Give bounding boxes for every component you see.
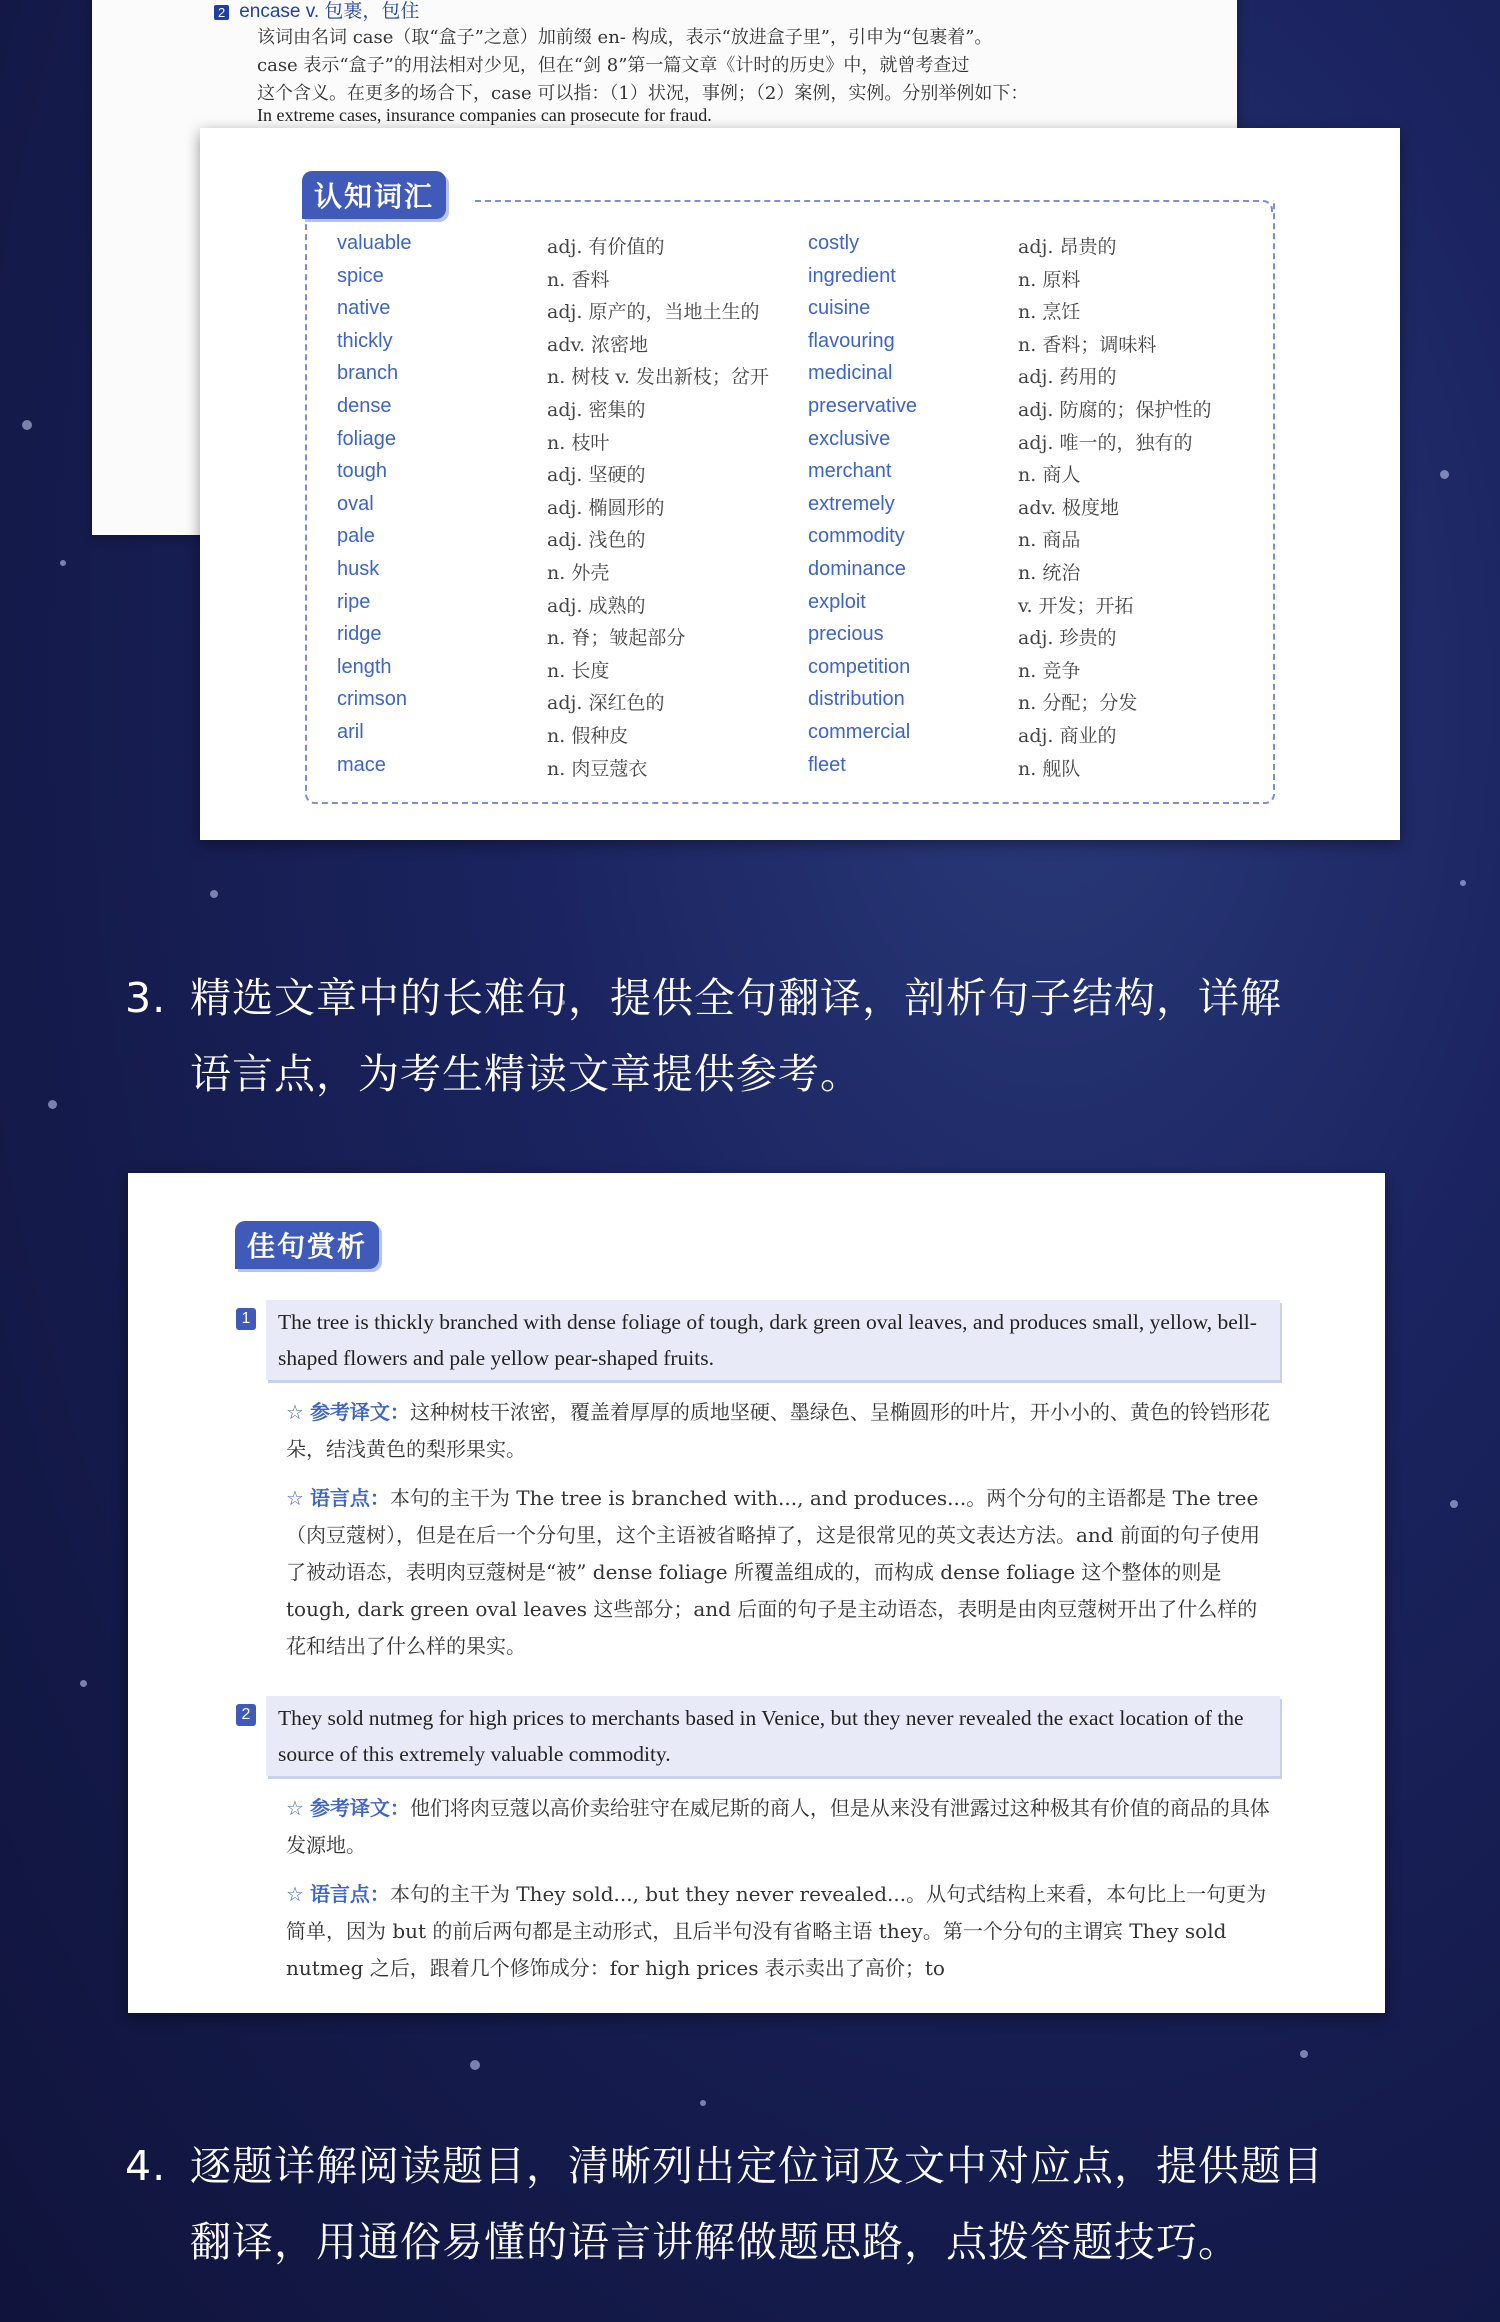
vocabulary-word: dense — [337, 395, 392, 417]
vocabulary-word: oval — [337, 492, 374, 515]
vocabulary-word: precious — [808, 623, 884, 646]
page-line: 该词由名词 case（取“盒子”之意）加前缀 en- 构成，表示“放进盒子里”，引申为“包裹着”。 — [257, 27, 993, 48]
vocabulary-definition: n. 香料；调味料 — [1018, 333, 1157, 356]
vocabulary-word: extremely — [808, 492, 895, 515]
background-star — [1300, 2050, 1308, 2058]
sentence-number-badge: 2 — [236, 1704, 256, 1726]
vocabulary-definition: n. 长度 — [547, 659, 610, 682]
vocabulary-definition: adj. 深红色的 — [547, 692, 665, 715]
vocabulary-word: ingredient — [808, 264, 896, 287]
vocabulary-word: exclusive — [808, 427, 891, 450]
headword-number: 2 — [214, 5, 229, 20]
star-icon: ☆ — [286, 1796, 304, 1820]
translation-note — [286, 1790, 1271, 1864]
vocabulary-definition: adj. 唯一的，独有的 — [1018, 431, 1193, 454]
vocabulary-definition: n. 统治 — [1018, 562, 1081, 584]
vocabulary-definition: n. 脊；皱起部分 — [547, 627, 686, 650]
vocabulary-word: preservative — [808, 395, 917, 417]
background-star — [1460, 880, 1466, 886]
vocabulary-word: foliage — [337, 427, 396, 450]
vocabulary-definition: v. 开发；开拓 — [1018, 594, 1134, 617]
background-star — [22, 420, 32, 430]
vocabulary-definition: n. 分配；分发 — [1018, 692, 1138, 715]
vocabulary-word: ripe — [337, 590, 371, 613]
vocabulary-definition: n. 商人 — [1018, 464, 1081, 487]
vocabulary-word: costly — [808, 232, 860, 254]
vocabulary-word: pale — [337, 525, 375, 548]
vocabulary-title: 认知词汇 — [302, 171, 446, 219]
sentence-analysis-card — [128, 1173, 1385, 2013]
background-star — [48, 1100, 57, 1109]
background-star — [80, 1680, 87, 1687]
vocabulary-word: husk — [337, 558, 380, 580]
vocabulary-word: spice — [337, 264, 384, 287]
list-item-line: 语言点，为考生精读文章提供参考。 — [190, 1050, 862, 1098]
vocabulary-definition: adj. 昂贵的 — [1018, 236, 1117, 258]
vocabulary-word: medicinal — [808, 362, 893, 385]
vocabulary-definition: adj. 坚硬的 — [547, 464, 646, 487]
translation-text: 这种树枝干浓密，覆盖着厚厚的质地坚硬、墨绿色、呈椭圆形的叶片，开小小的、黄色的铃铛形花朵，结浅黄色的梨形果实。 — [286, 1400, 1270, 1461]
vocabulary-definition: adj. 浅色的 — [547, 529, 646, 552]
vocabulary-definition: adj. 原产的，当地土生的 — [547, 301, 760, 324]
vocabulary-definition: n. 商品 — [1018, 529, 1081, 552]
list-item-number: 3. — [125, 974, 167, 1022]
translation-label: 参考译文： — [309, 1796, 410, 1820]
list-item-line: 精选文章中的长难句，提供全句翻译，剖析句子结构，详解 — [190, 974, 1282, 1022]
list-item-number: 4. — [125, 2142, 167, 2190]
vocabulary-word: competition — [808, 655, 911, 678]
vocabulary-word: cuisine — [808, 297, 871, 320]
vocabulary-definition: n. 香料 — [547, 268, 610, 291]
language-point-text: 本句的主干为 They sold..., but they never revealed...。从句式结构上来看，本句比上一句更为简单，因为 but 的前后两句都是主动形式，且后半句没有省略主语 they。第一个分句的主谓宾 They sold nutmeg 之后，跟着几个修饰成分：for high prices 表示卖出了高价；to — [286, 1882, 1267, 1980]
star-icon: ☆ — [286, 1486, 304, 1510]
vocabulary-definition: n. 竞争 — [1018, 659, 1081, 682]
list-item-text — [190, 960, 1490, 1112]
language-point-label: 语言点： — [309, 1882, 390, 1906]
vocabulary-definition: n. 外壳 — [547, 562, 610, 584]
vocabulary-word: merchant — [808, 460, 892, 483]
star-icon: ☆ — [286, 1400, 304, 1424]
sentence-english: They sold nutmeg for high prices to merchants based in Venice, but they never revealed the exact location of the source of this extremely valuable commodity. — [266, 1696, 1280, 1776]
vocabulary-word: commodity — [808, 525, 905, 548]
vocabulary-definition: n. 树枝 v. 发出新枝；岔开 — [547, 366, 769, 389]
vocabulary-word: crimson — [337, 688, 408, 711]
translation-note — [286, 1394, 1271, 1468]
vocabulary-word: ridge — [337, 623, 382, 646]
background-star — [700, 2100, 706, 2106]
vocabulary-definition: n. 肉豆蔻衣 — [547, 757, 648, 780]
list-item-line: 逐题详解阅读题目，清晰列出定位词及文中对应点，提供题目 — [190, 2142, 1324, 2190]
sentence-analysis-title: 佳句赏析 — [235, 1221, 379, 1269]
list-item-text — [190, 2128, 1490, 2280]
page-line: case 表示“盒子”的用法相对少见，但在“剑 8”第一篇文章《计时的历史》中，就曾考查过 — [257, 55, 970, 76]
vocabulary-word: tough — [337, 460, 388, 483]
example-sentence: In extreme cases, insurance companies can prosecute for fraud. — [257, 105, 712, 125]
background-star — [210, 890, 218, 898]
vocabulary-word: thickly — [337, 329, 393, 352]
vocabulary-word: mace — [337, 753, 386, 776]
language-point-note — [286, 1480, 1271, 1665]
vocabulary-definition: adj. 防腐的；保护性的 — [1018, 399, 1212, 421]
vocabulary-definition: adj. 商业的 — [1018, 725, 1117, 747]
background-star — [1440, 470, 1449, 479]
vocabulary-definition: n. 假种皮 — [547, 725, 629, 747]
vocabulary-definition: n. 烹饪 — [1018, 301, 1081, 324]
headword — [214, 0, 419, 23]
vocabulary-definition: adj. 密集的 — [547, 399, 646, 421]
language-point-label: 语言点： — [309, 1486, 390, 1510]
headword-text: encase v. 包裹，包住 — [239, 1, 420, 22]
vocabulary-word: exploit — [808, 590, 866, 613]
language-point-text: 本句的主干为 The tree is branched with..., and produces...。两个分句的主语都是 The tree（肉豆蔻树），但是在后一个分句里，这个主语被省略掉了，这是很常见的英文表达方法。and 前面的句子使用了被动语态，表明肉豆蔻树是“被” dense foliage 所覆盖组成的，而构成 dense foliage 这个整体的则是 tough, dark green oval leaves 这些部分；and 后面的句子是主动语态，表明是由肉豆蔻树开出了什么样的花和结出了什么样的果实。 — [286, 1486, 1260, 1658]
vocabulary-definition: adj. 药用的 — [1018, 366, 1117, 389]
vocabulary-definition: n. 舰队 — [1018, 757, 1081, 780]
vocabulary-definition: adv. 极度地 — [1018, 496, 1120, 519]
sentence-number-badge: 1 — [236, 1308, 256, 1330]
translation-label: 参考译文： — [309, 1400, 410, 1424]
vocabulary-word: commercial — [808, 721, 911, 743]
list-item-line: 翻译，用通俗易懂的语言讲解做题思路，点拨答题技巧。 — [190, 2218, 1240, 2266]
vocabulary-definition: adj. 成熟的 — [547, 594, 646, 617]
language-point-note — [286, 1876, 1271, 1988]
vocabulary-word: flavouring — [808, 329, 895, 352]
vocabulary-definition: n. 枝叶 — [547, 431, 610, 454]
background-star — [470, 2060, 480, 2070]
vocabulary-word: distribution — [808, 688, 905, 711]
star-icon: ☆ — [286, 1882, 304, 1906]
vocabulary-word: fleet — [808, 753, 846, 776]
vocabulary-word: branch — [337, 362, 399, 385]
vocabulary-word: length — [337, 655, 392, 678]
vocabulary-definition: adv. 浓密地 — [547, 333, 649, 356]
vocabulary-definition: adj. 椭圆形的 — [547, 496, 665, 519]
background-star — [1450, 1500, 1458, 1508]
sentence-english: The tree is thickly branched with dense foliage of tough, dark green oval leaves, and produces small, yellow, bell-shaped flowers and pale yellow pear-shaped fruits. — [266, 1300, 1280, 1380]
vocabulary-word: dominance — [808, 558, 906, 580]
vocabulary-word: aril — [337, 721, 364, 743]
background-star — [60, 560, 66, 566]
vocabulary-definition: adj. 有价值的 — [547, 236, 665, 258]
translation-text: 他们将肉豆蔻以高价卖给驻守在威尼斯的商人，但是从来没有泄露过这种极其有价值的商品的具体发源地。 — [286, 1796, 1270, 1857]
vocabulary-word: valuable — [337, 232, 412, 254]
page-line: 这个含义。在更多的场合下，case 可以指：（1）状况，事例；（2）案例，实例。分别举例如下： — [257, 83, 1029, 104]
vocabulary-card — [200, 128, 1400, 840]
vocabulary-word: native — [337, 297, 391, 320]
vocabulary-definition: adj. 珍贵的 — [1018, 627, 1117, 650]
vocabulary-box-border-top — [475, 200, 1273, 214]
vocabulary-definition: n. 原料 — [1018, 268, 1081, 291]
